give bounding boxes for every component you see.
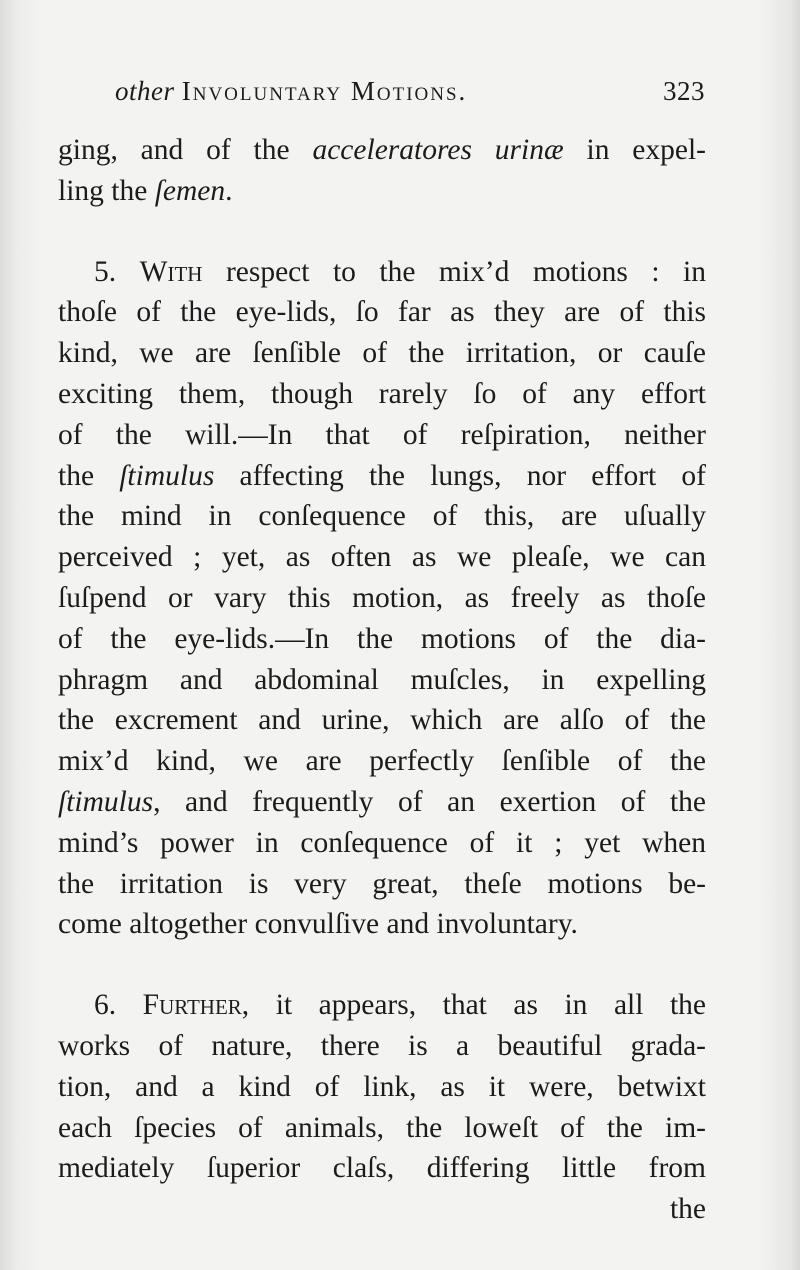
lead-word: Further, [142,989,250,1022]
body-text [58,130,706,1230]
text-line: exciting them, though rarely ſo of any effort [58,377,706,410]
text-line: kind, we are ſenſible of the irritation, or cauſe [58,337,706,370]
text-line: the irritation is very great, theſe motions be- [58,867,706,900]
text-line: the mind in conſequence of this, are uſually [58,500,706,533]
text-line: each ſpecies of animals, the loweſt of the im- [58,1111,706,1144]
running-head-italic: other [115,76,175,106]
text-line: ſtimulus, and frequently of an exertion of the [58,785,706,818]
paragraph-5-first-line: 5. With respect to the mix’d motions : in [94,255,707,288]
text-line: phragm and abdominal muſcles, in expelling [58,663,706,696]
text-line: the excrement and urine, which are alſo of the [58,704,706,737]
text-line: ging, and of the acceleratores urinæ in expel- [58,134,707,166]
text-line: ſuſpend or vary this motion, as freely as thoſe [58,581,706,614]
text-line: come altogether convulſive and involuntary. [58,908,578,941]
text-line: ling the ſemen. [58,174,233,207]
text-line: mind’s power in conſequence of it ; yet when [58,826,706,859]
running-header [115,72,705,120]
page-number: 323 [663,76,705,106]
text-line: tion, and a kind of link, as it were, betwixt [58,1070,706,1103]
paragraph-number: 6. [94,989,117,1022]
text-line: works of nature, there is a beautiful grada- [58,1029,706,1062]
text-line: mediately ſuperior claſs, differing little from [58,1152,706,1185]
text-line: the ſtimulus affecting the lungs, nor effort of [58,459,706,492]
text-line: thoſe of the eye-lids, ſo far as they are of this [58,296,706,329]
text-line: mix’d kind, we are perfectly ſenſible of the [58,745,706,778]
text-line: perceived ; yet, as often as we pleaſe, we can [58,541,706,574]
catchword: the [669,1193,706,1226]
paragraph-6-first-line: 6. Further, it appears, that as in all the [94,989,707,1022]
running-head-title: Involuntary Motions. [181,76,468,106]
paragraph-number: 5. [94,255,117,288]
text-line: of the will.—In that of reſpiration, neither [58,418,706,451]
lead-word: With [139,255,203,288]
text-line: of the eye-lids.—In the motions of the dia- [58,622,706,655]
